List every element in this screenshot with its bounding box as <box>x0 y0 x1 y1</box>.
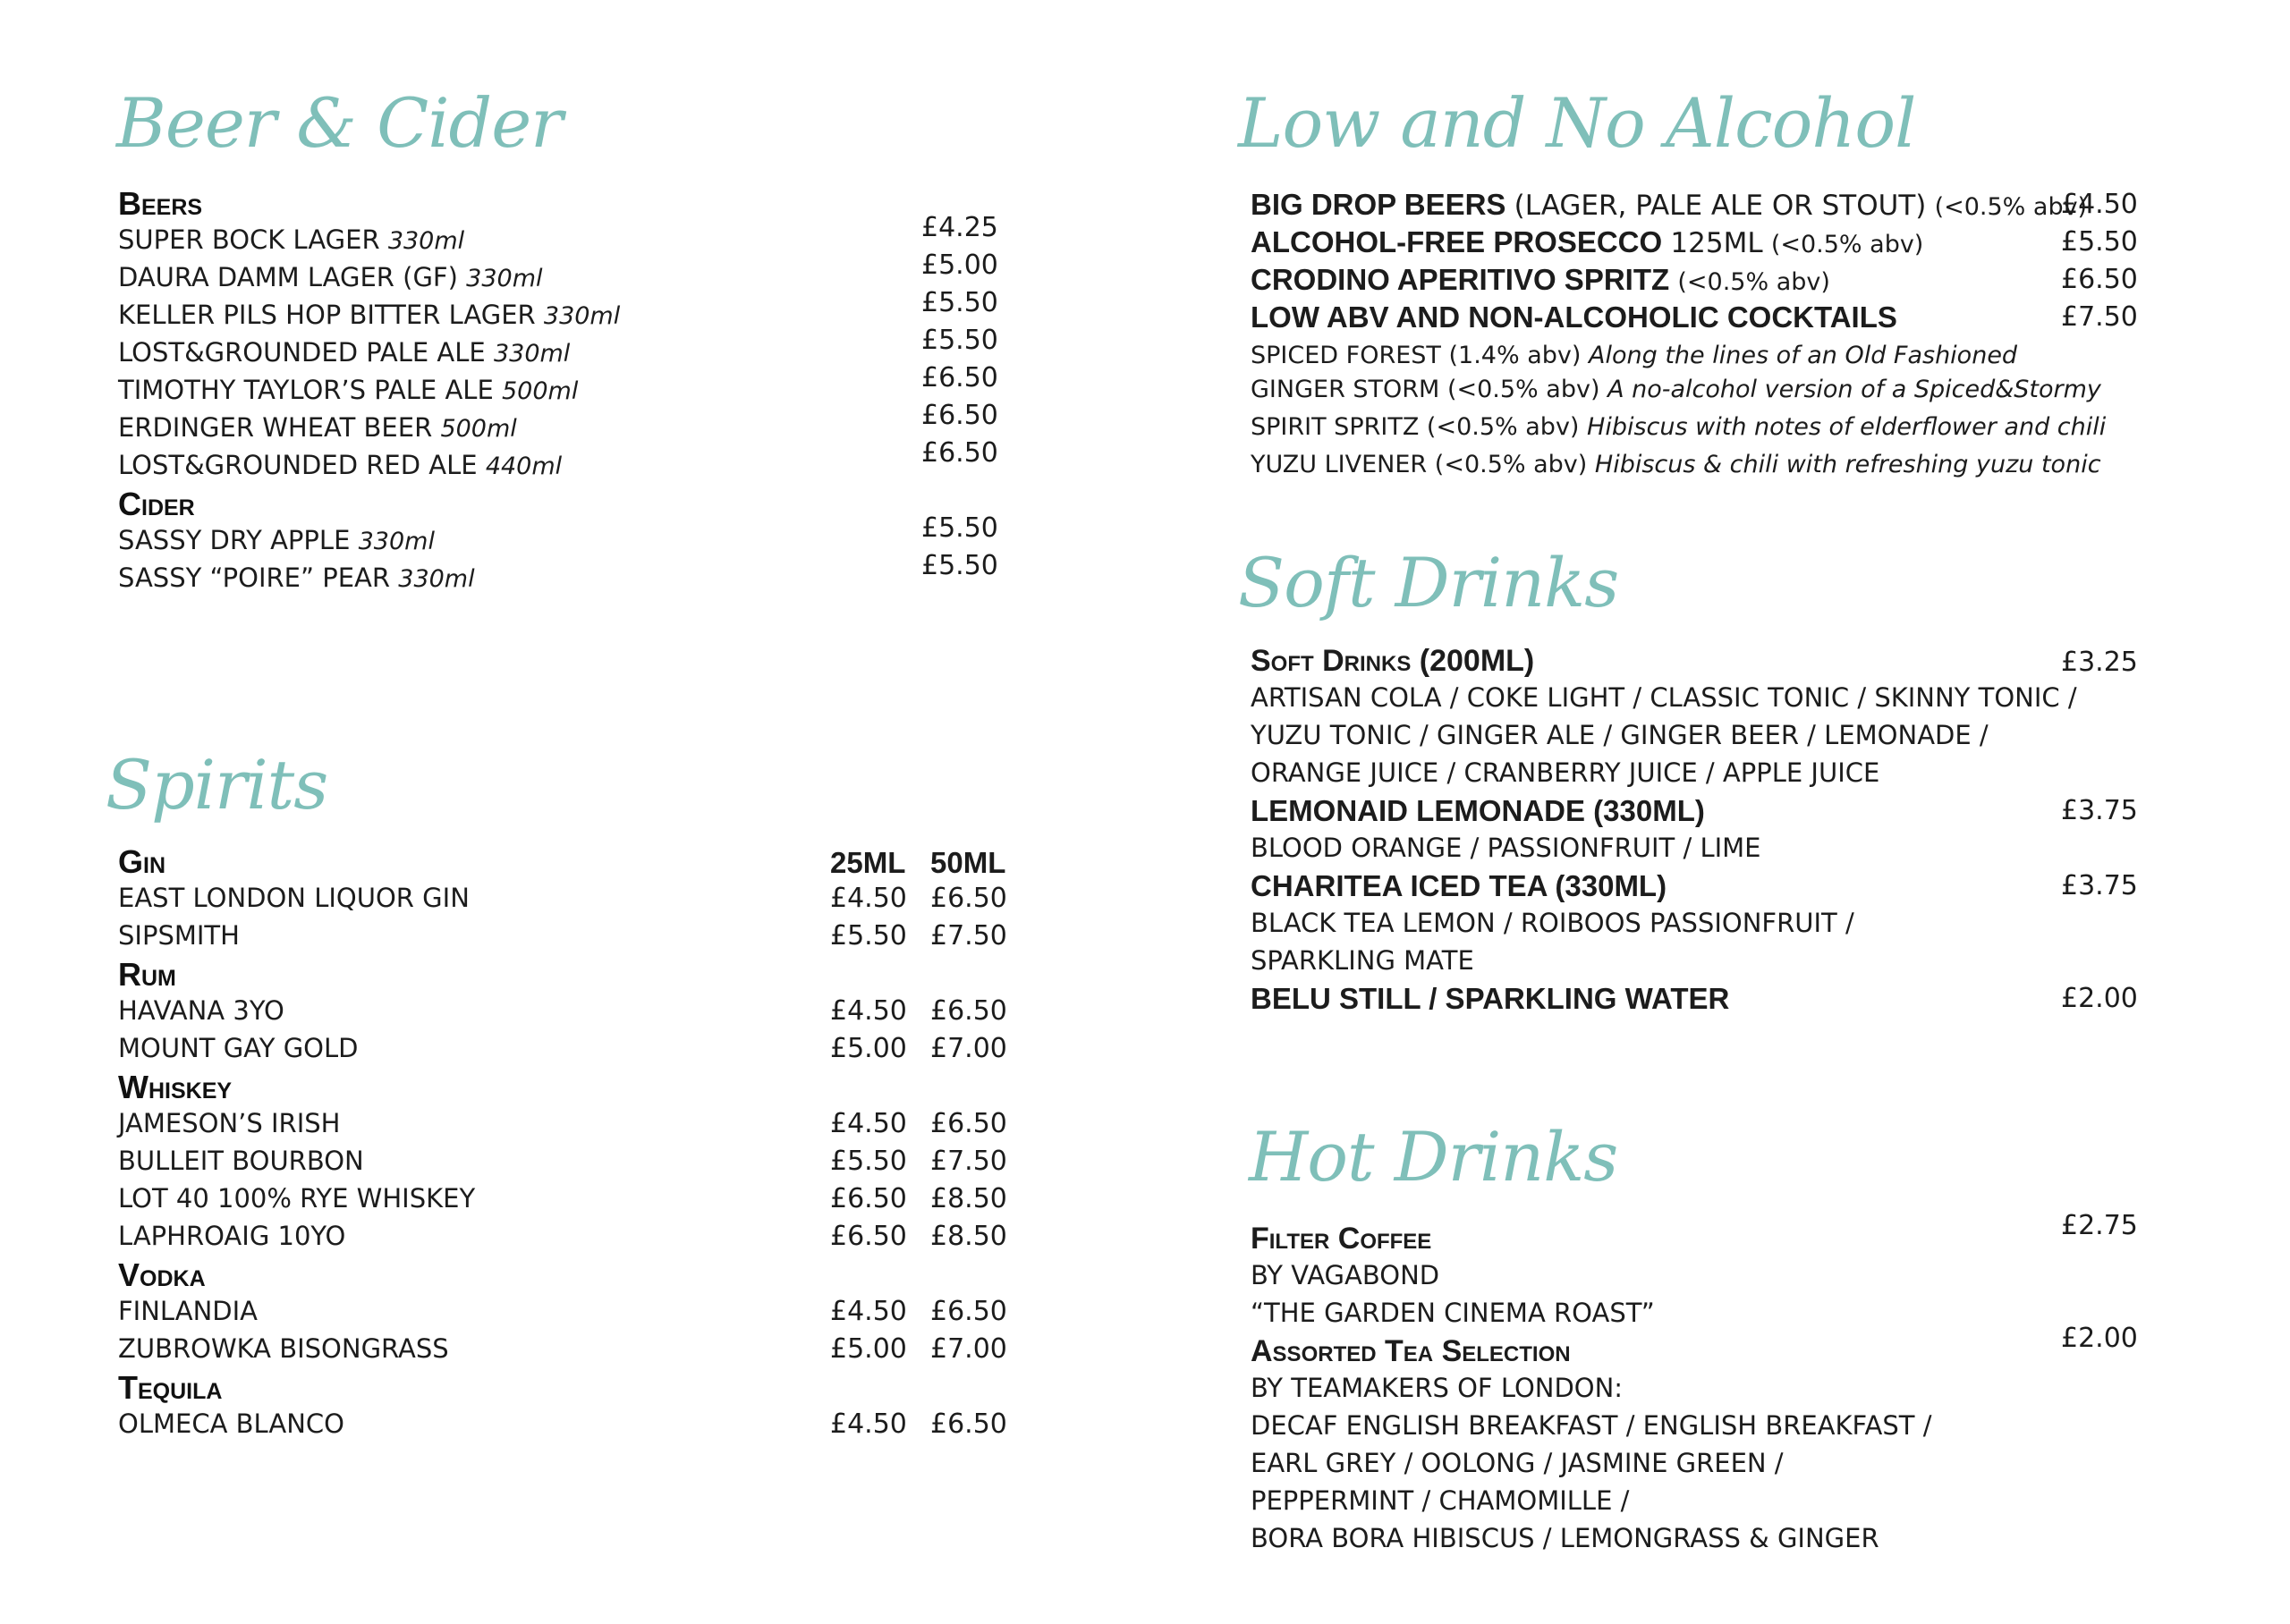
menu-item: ERDINGER WHEAT BEER 500ml <box>118 412 517 443</box>
menu-item: ALCOHOL-FREE PROSECCO 125ML (<0.5% abv) <box>1251 225 1924 259</box>
section-title-beer-cider: Beer & Cider <box>116 83 563 163</box>
item-price: £5.50 <box>921 325 998 356</box>
menu-item: HAVANA 3YO <box>118 995 284 1026</box>
item-options-line: ORANGE JUICE / CRANBERRY JUICE / APPLE JUICE <box>1251 757 1880 788</box>
menu-item: LAPHROAIG 10YO <box>118 1221 346 1251</box>
item-price-25ml: £4.50 <box>830 1408 907 1440</box>
menu-item: SUPER BOCK LAGER 330ml <box>118 224 465 255</box>
category-heading-rum: Rum <box>118 956 176 993</box>
filter-coffee-heading: Filter Coffee <box>1251 1222 1432 1256</box>
menu-item: JAMESON’S IRISH <box>118 1108 341 1138</box>
category-heading-vodka: Vodka <box>118 1256 206 1293</box>
item-price-25ml: £5.50 <box>830 920 907 952</box>
item-price: £2.00 <box>2061 1323 2138 1354</box>
menu-item: EAST LONDON LIQUOR GIN <box>118 883 470 913</box>
item-price-50ml: £7.00 <box>930 1333 1007 1365</box>
cocktail-item: SPIRIT SPRITZ (<0.5% abv) Hibiscus with notes of elderflower and chili <box>1251 413 2107 441</box>
item-price: £4.25 <box>921 212 998 243</box>
item-price: £5.50 <box>921 550 998 581</box>
item-price: £6.50 <box>921 437 998 469</box>
item-price: £5.00 <box>921 250 998 281</box>
item-price-50ml: £7.00 <box>930 1033 1007 1064</box>
menu-item: LOW ABV AND NON-ALCOHOLIC COCKTAILS <box>1251 300 1897 334</box>
item-price: £6.50 <box>921 362 998 393</box>
category-heading-whiskey: Whiskey <box>118 1069 233 1105</box>
item-price-50ml: £7.50 <box>930 1146 1007 1177</box>
item-price: £2.75 <box>2061 1210 2138 1241</box>
menu-item: LOT 40 100% RYE WHISKEY <box>118 1183 476 1214</box>
belu-water-heading: BELU STILL / SPARKLING WATER <box>1251 982 1730 1015</box>
item-price-25ml: £4.50 <box>830 883 907 914</box>
section-title-spirits: Spirits <box>106 745 328 825</box>
item-price-25ml: £6.50 <box>830 1221 907 1252</box>
item-detail-line: BY TEAMAKERS OF LONDON: <box>1251 1373 1624 1403</box>
item-options-line: ARTISAN COLA / COKE LIGHT / CLASSIC TONIC / SKINNY TONIC / <box>1251 682 2077 713</box>
item-price-50ml: £6.50 <box>930 1296 1007 1327</box>
item-detail-line: EARL GREY / OOLONG / JASMINE GREEN / <box>1251 1448 1784 1478</box>
category-heading-cider: Cider <box>118 486 195 522</box>
item-detail-line: BORA BORA HIBISCUS / LEMONGRASS & GINGER <box>1251 1523 1879 1553</box>
item-price: £5.50 <box>921 512 998 544</box>
menu-item: KELLER PILS HOP BITTER LAGER 330ml <box>118 300 621 330</box>
lemonaid-heading: LEMONAID LEMONADE (330ML) <box>1251 794 1705 827</box>
item-price: £2.00 <box>2061 983 2138 1014</box>
item-options-line: BLOOD ORANGE / PASSIONFRUIT / LIME <box>1251 833 1761 863</box>
item-price-50ml: £6.50 <box>930 995 1007 1027</box>
menu-item: CRODINO APERITIVO SPRITZ (<0.5% abv) <box>1251 263 1830 296</box>
menu-item: ZUBROWKA BISONGRASS <box>118 1333 449 1364</box>
cocktail-item: GINGER STORM (<0.5% abv) A no-alcohol version of a Spiced&Stormy <box>1251 376 2101 403</box>
item-price-25ml: £5.50 <box>830 1146 907 1177</box>
menu-item: LOST&GROUNDED RED ALE 440ml <box>118 450 563 480</box>
item-price: £5.50 <box>2061 226 2138 258</box>
cocktail-item: SPICED FOREST (1.4% abv) Along the lines of an Old Fashioned <box>1251 342 2018 369</box>
item-price: £7.50 <box>2061 301 2138 333</box>
section-title-soft-drinks: Soft Drinks <box>1238 543 1619 622</box>
item-price-50ml: £6.50 <box>930 1108 1007 1139</box>
item-price-50ml: £8.50 <box>930 1221 1007 1252</box>
item-detail-line: PEPPERMINT / CHAMOMILLE / <box>1251 1485 1630 1516</box>
section-title-hot-drinks: Hot Drinks <box>1249 1117 1618 1197</box>
charitea-heading: CHARITEA ICED TEA (330ML) <box>1251 869 1667 902</box>
item-price: £4.50 <box>2061 189 2138 220</box>
item-price-50ml: £8.50 <box>930 1183 1007 1214</box>
item-options-line: BLACK TEA LEMON / ROIBOOS PASSIONFRUIT / <box>1251 908 1854 938</box>
menu-item: OLMECA BLANCO <box>118 1408 344 1439</box>
item-options-line: SPARKLING MATE <box>1251 945 1474 976</box>
item-options-line: YUZU TONIC / GINGER ALE / GINGER BEER / LEMONADE / <box>1251 720 1989 750</box>
item-price: £3.25 <box>2061 647 2138 678</box>
item-price: £3.75 <box>2061 870 2138 901</box>
cocktail-item: YUZU LIVENER (<0.5% abv) Hibiscus & chili with refreshing yuzu tonic <box>1251 451 2101 478</box>
item-price-25ml: £6.50 <box>830 1183 907 1214</box>
item-price-25ml: £5.00 <box>830 1333 907 1365</box>
item-price-25ml: £4.50 <box>830 1108 907 1139</box>
item-price: £3.75 <box>2061 795 2138 826</box>
menu-item: BIG DROP BEERS (LAGER, PALE ALE OR STOUT) (<0.5% abv) <box>1251 188 2088 222</box>
menu-item: SASSY DRY APPLE 330ml <box>118 525 435 555</box>
item-price: £6.50 <box>921 400 998 431</box>
item-price: £6.50 <box>2061 264 2138 295</box>
category-heading-beers: Beers <box>118 185 203 222</box>
soft-drinks-heading: Soft Drinks (200ML) <box>1251 644 1535 678</box>
item-price-50ml: £6.50 <box>930 1408 1007 1440</box>
category-heading-tequila: Tequila <box>118 1369 223 1406</box>
tea-selection-heading: Assorted Tea Selection <box>1251 1334 1571 1368</box>
menu-item: SASSY “POIRE” PEAR 330ml <box>118 562 475 593</box>
category-heading-gin: Gin <box>118 843 166 880</box>
menu-item: LOST&GROUNDED PALE ALE 330ml <box>118 337 571 368</box>
menu-item: BULLEIT BOURBON <box>118 1146 364 1176</box>
item-price-50ml: £6.50 <box>930 883 1007 914</box>
menu-item: SIPSMITH <box>118 920 240 951</box>
menu-item: FINLANDIA <box>118 1296 259 1326</box>
column-header-25ml: 25ML <box>830 846 906 879</box>
section-title-low-no-alcohol: Low and No Alcohol <box>1238 83 1916 163</box>
item-detail-line: DECAF ENGLISH BREAKFAST / ENGLISH BREAKFAST / <box>1251 1410 1932 1441</box>
item-price-25ml: £5.00 <box>830 1033 907 1064</box>
item-price-25ml: £4.50 <box>830 995 907 1027</box>
item-price-25ml: £4.50 <box>830 1296 907 1327</box>
item-detail-line: “THE GARDEN CINEMA ROAST” <box>1251 1298 1655 1328</box>
item-detail-line: BY VAGABOND <box>1251 1260 1440 1290</box>
menu-item: TIMOTHY TAYLOR’S PALE ALE 500ml <box>118 375 579 405</box>
column-header-50ml: 50ML <box>930 846 1006 879</box>
menu-item: DAURA DAMM LAGER (GF) 330ml <box>118 262 543 292</box>
item-price-50ml: £7.50 <box>930 920 1007 952</box>
item-price: £5.50 <box>921 287 998 318</box>
menu-item: MOUNT GAY GOLD <box>118 1033 359 1063</box>
